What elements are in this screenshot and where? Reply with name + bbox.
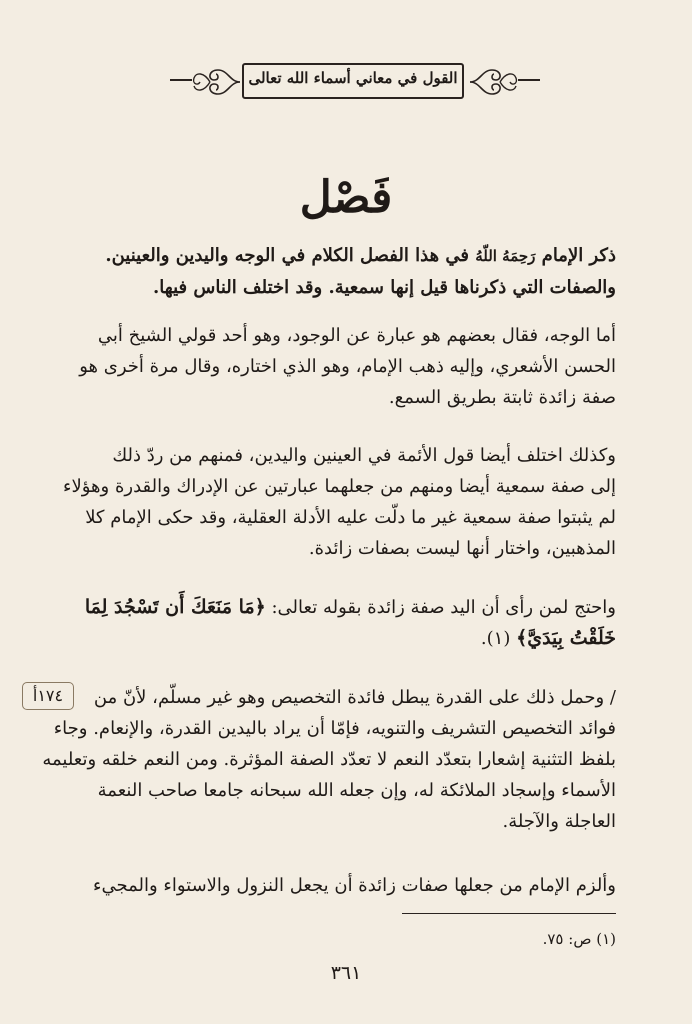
paragraph-3-line-3: لم يثبتوا صفة سمعية غير ما دلّت عليه الأدلة العقلية، وقد حكى الإمام كلا: [85, 507, 616, 528]
paragraph-1-line-1: [86, 240, 616, 272]
paragraph-3: [63, 440, 616, 564]
paragraph-5-line-1: / وحمل ذلك على القدرة يبطل فائدة التخصيص وهو غير مسلّم، لأنّ من: [93, 687, 616, 708]
paragraph-5-line-4: الأسماء وإسجاد الملائكة له، وإن جعله الله سبحانه جامعا صاحب النعمة: [97, 780, 616, 801]
quran-verse-part-1: ﴿مَا مَنَعَكَ أَن تَسْجُدَ لِمَا: [84, 596, 266, 618]
footnote-reference: (١).: [480, 628, 511, 649]
p1-line1-rest: في هذا الفصل الكلام في الوجه واليدين والعينين.: [105, 245, 476, 266]
section-title: فَصْل: [299, 172, 393, 223]
paragraph-5-line-3: بلفظ التثنية إشعارا بتعدّد النعم لا تعدّد الصفة المؤثرة. ومن النعم خلقه وتعليمه: [42, 749, 616, 770]
folio-margin-note: ١٧٤أ: [22, 682, 74, 710]
footnote-divider: [402, 913, 616, 914]
paragraph-2: [79, 320, 616, 413]
header-ornament-left-icon: [190, 62, 242, 102]
honorific-phrase: رَحِمَهُ اللّهُ: [475, 247, 536, 265]
paragraph-5-line-5: العاجلة والآجلة.: [502, 811, 616, 832]
paragraph-5-line-2: فوائد التخصيص التشريف والتنويه، فإمّا أن يراد باليدين القدرة، والإنعام. وجاء: [53, 718, 616, 739]
p4-prefix: واحتج لمن رأى أن اليد صفة زائدة بقوله تعالى:: [265, 597, 616, 618]
paragraph-4-line-2: [86, 623, 616, 654]
paragraph-3-line-1: وكذلك اختلف أيضا قول الأئمة في العينين واليدين، فمنهم من ردّ ذلك: [112, 445, 616, 466]
paragraph-2-line-3: صفة زائدة ثابتة بطريق السمع.: [388, 387, 616, 408]
paragraph-3-line-4: المذهبين، واختار أنها ليست بصفات زائدة.: [308, 538, 616, 559]
p1-line1-start: ذكر الإمام: [535, 245, 616, 266]
paragraph-6: [86, 870, 616, 901]
page-number: ٣٦١: [330, 962, 362, 984]
quran-verse-part-2: خَلَقْتُ بِيَدَيَّ﴾: [516, 627, 616, 649]
footnote: (١) ص: ٧٥.: [542, 930, 616, 948]
paragraph-2-line-2: الحسن الأشعري، وإليه ذهب الإمام، وهو الذي اختاره، وقال مرة أخرى هو: [79, 356, 616, 377]
header-rule-left: [170, 79, 192, 81]
paragraph-4-line-1: [86, 592, 616, 623]
paragraph-1-line-2: والصفات التي ذكرناها قيل إنها سمعية. وقد اختلف الناس فيها.: [153, 277, 616, 298]
paragraph-6-line-1: وألزم الإمام من جعلها صفات زائدة أن يجعل النزول والاستواء والمجيء: [93, 875, 616, 896]
running-header-title: القول في معاني أسماء الله تعالى: [248, 69, 458, 87]
running-header-frame: [242, 63, 464, 99]
paragraph-4: [86, 592, 616, 654]
paragraph-2-line-1: أما الوجه، فقال بعضهم هو عبارة عن الوجود، وهو أحد قولي الشيخ أبي: [97, 325, 616, 346]
header-ornament-right-icon: [468, 62, 520, 102]
header-rule-right: [518, 79, 540, 81]
paragraph-1: [86, 240, 616, 303]
paragraph-3-line-2: إلى صفة سمعية أيضا ومنهم من جعلهما عبارتين عن الإدراك والقدرة وهؤلاء: [63, 476, 616, 497]
